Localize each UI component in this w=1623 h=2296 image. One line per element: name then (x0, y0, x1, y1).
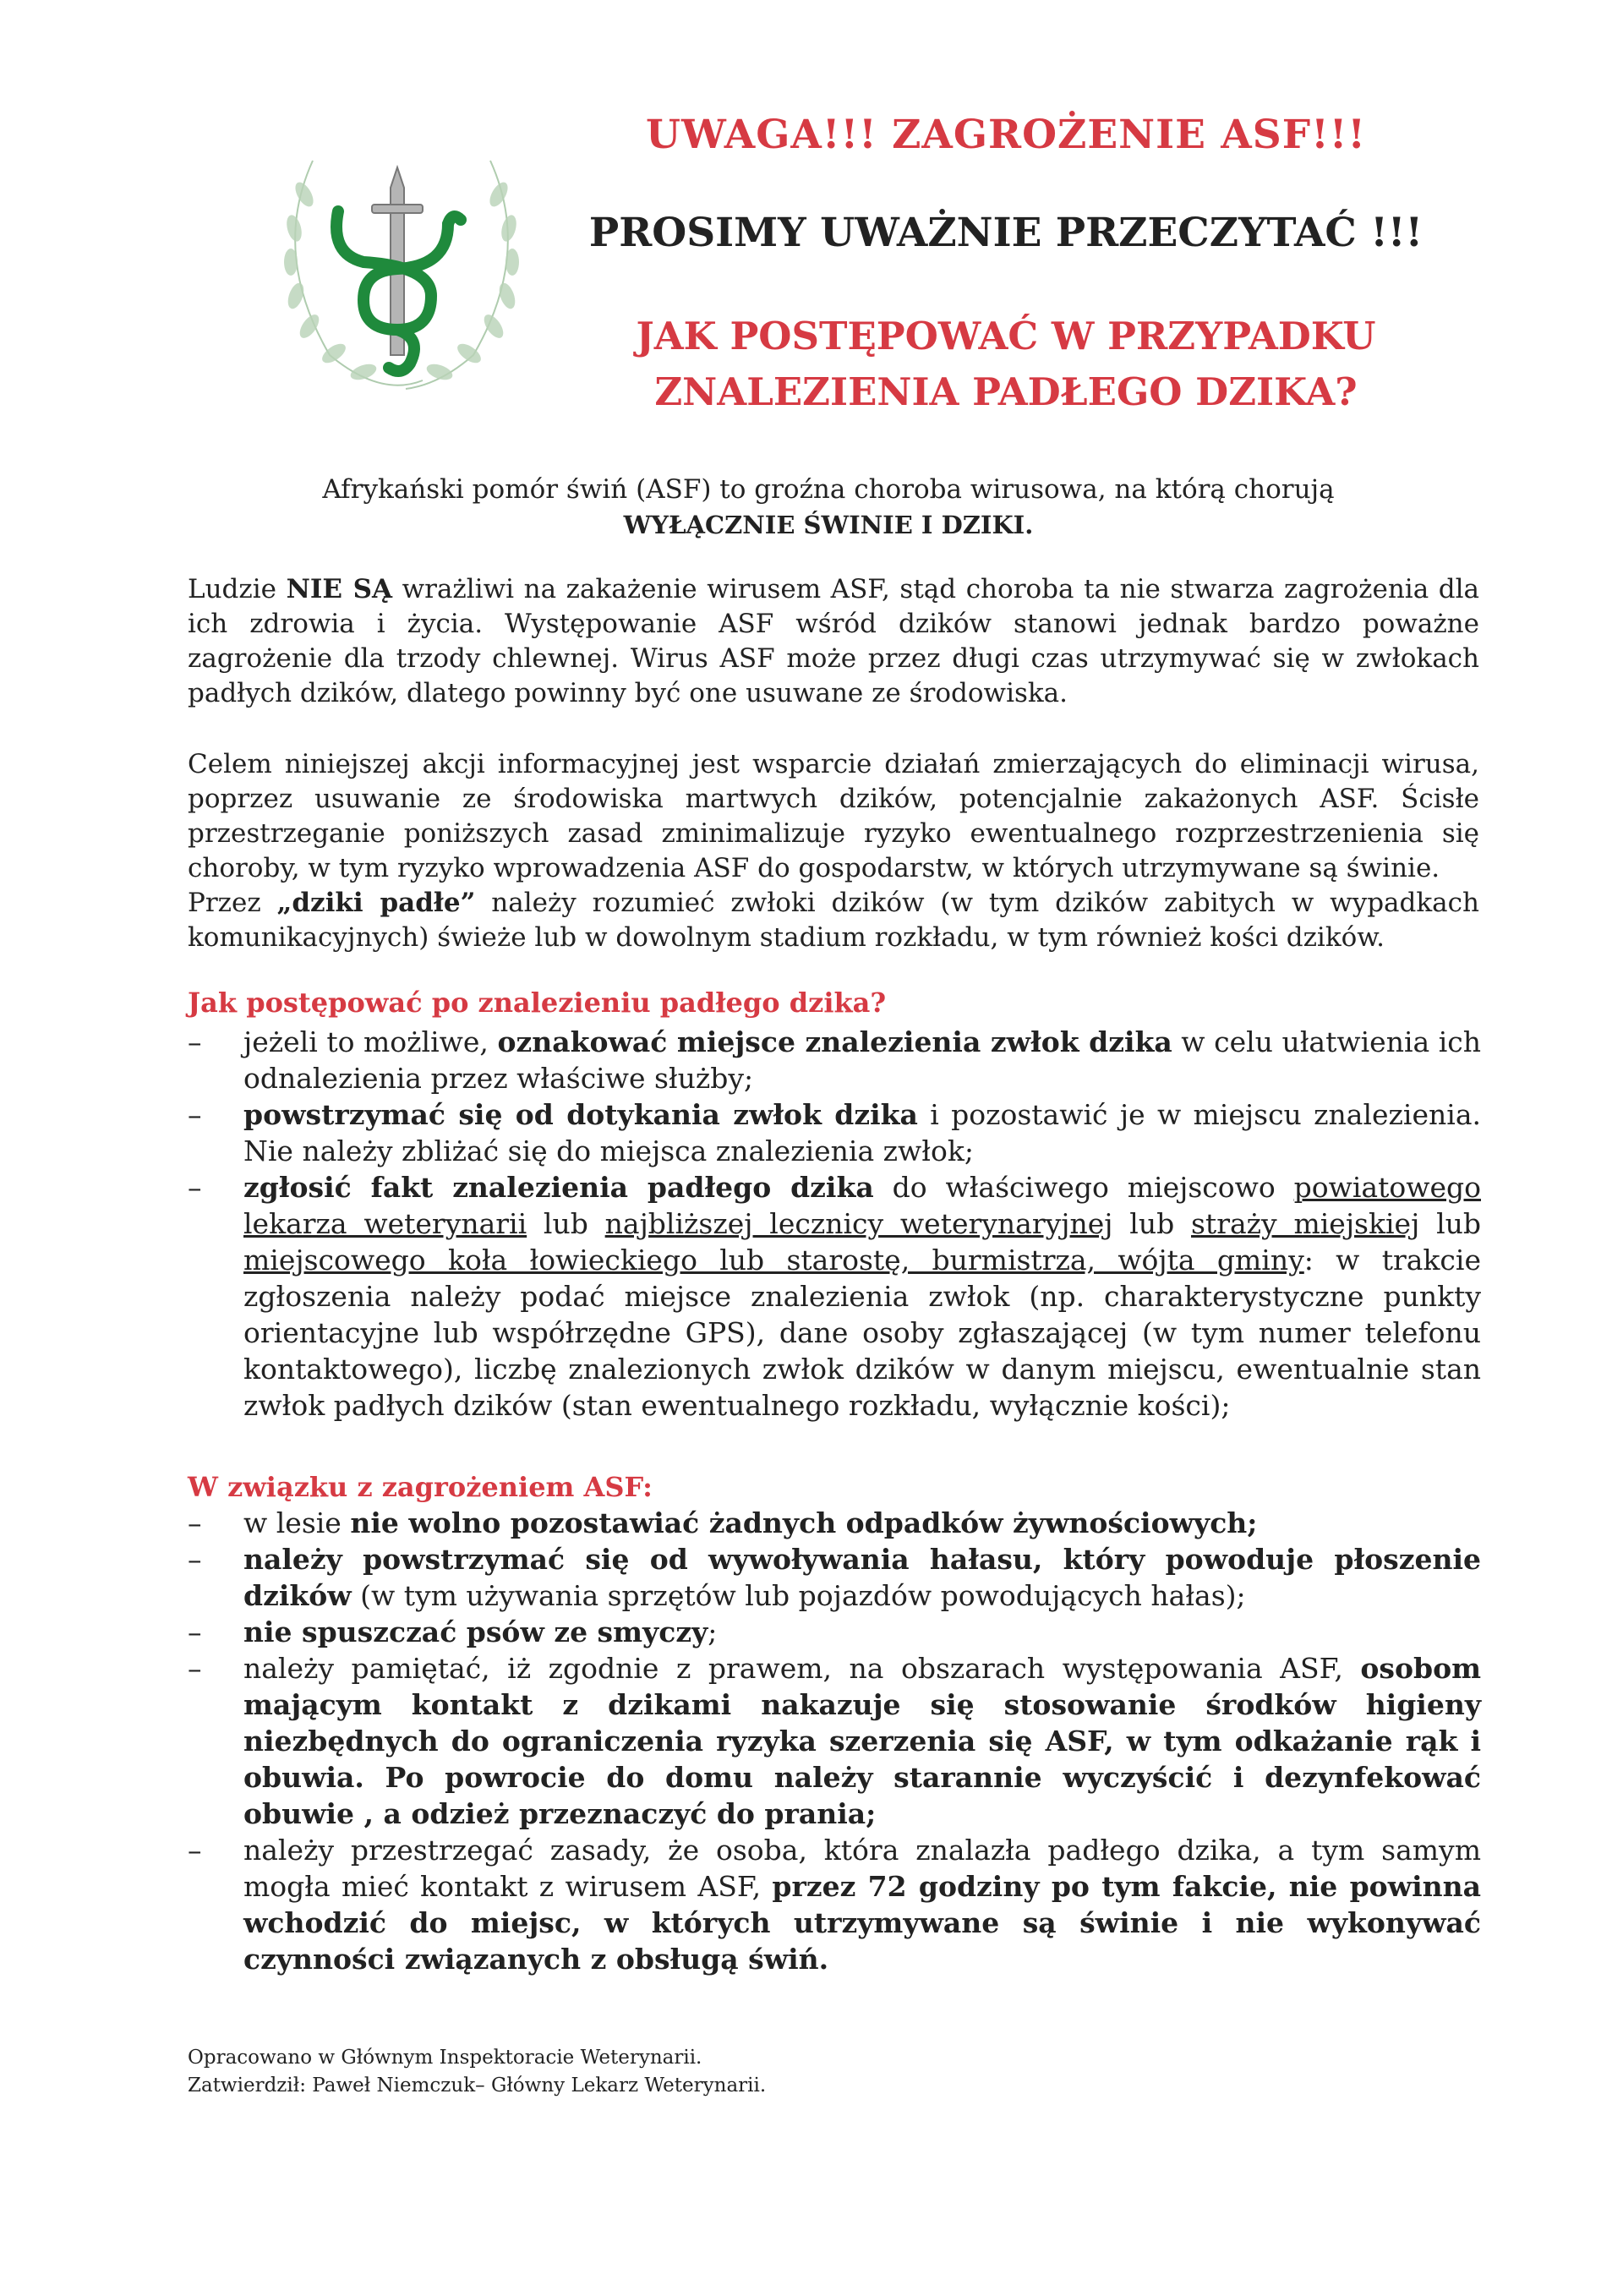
paragraph-humans (188, 572, 1479, 711)
dash-bullet: – (188, 1615, 202, 1648)
bold-span: zgłosić fakt znalezienia padłego dzika (243, 1171, 874, 1204)
underlined-span: straży miejskiej (1191, 1207, 1420, 1240)
dash-bullet: – (188, 1834, 202, 1867)
text-span: ; (708, 1615, 718, 1648)
bold-span: „dziki padłe” (276, 888, 476, 918)
text-span: Przez (188, 888, 277, 918)
text-span: w celu ułatwienia ich odnalezienia przez właściwe służby; (243, 1025, 1482, 1095)
intro-paragraph (186, 472, 1471, 543)
text-span: (w tym używania sprzętów lub pojazdów powodujących hałas); (351, 1579, 1246, 1612)
list-item (188, 1614, 1481, 1650)
text-span: lub (527, 1207, 605, 1240)
text-span: lub (1419, 1207, 1482, 1240)
footer (188, 2044, 766, 2100)
section-heading-procedure: Jak postępować po znalezieniu padłego dzika? (188, 987, 887, 1019)
underlined-span: miejscowego koła łowieckiego lub starostę, burmistrza, wójta gminy (243, 1244, 1304, 1276)
bold-span: NIE SĄ (286, 574, 393, 604)
underlined-span: powiatowego lekarza weterynarii (243, 1171, 1481, 1240)
underlined-span: najbliższej lecznicy weterynaryjnej (604, 1207, 1113, 1240)
bold-span: należy powstrzymać się od wywoływania hałasu, który powoduje płoszenie dzików (243, 1543, 1481, 1612)
please-read-title: PROSIMY UWAŻNIE PRZECZYTAĆ !!! (588, 210, 1424, 256)
text-span: jeżeli to możliwe, (243, 1025, 498, 1058)
text-span: : w trakcie zgłoszenia należy podać miejsce znalezienia zwłok (np. charakterystyczne punkty orientacyjne lub współrzędne GPS), dane osoby zgłaszającej (w tym numer telefonu kontaktowego), liczbę znalezionych zwłok dzików w danym miejscu, ewentualnie stan zwłok padłych dzików (stan ewentualnego rozkładu, wyłącznie kości); (243, 1244, 1481, 1422)
bold-span: oznakować miejsce znalezienia zwłok dzika (497, 1025, 1172, 1058)
bold-span: powstrzymać się od dotykania zwłok dzika (243, 1098, 918, 1131)
dash-bullet: – (188, 1652, 202, 1685)
intro-bold: WYŁĄCZNIE ŚWINIE I DZIKI. (623, 511, 1034, 539)
alert-title: UWAGA!!! ZAGROŻENIE ASF!!! (646, 112, 1366, 158)
list-item (188, 1650, 1481, 1832)
list-item (188, 1832, 1481, 1977)
list-item (188, 1505, 1481, 1541)
text-span: Celem niniejszej akcji informacyjnej jest wsparcie działań zmierzających do eliminacji wirusa, poprzez usuwanie ze środowiska martwych dzików, potencjalnie zakażonych ASF. Ścisłe przestrzeganie poniższych zasad zminimalizuje ryzyko ewentualnego rozprzestrzenienia się choroby, w tym ryzyko wprowadzenia ASF do gospodarstw, w których utrzymywane są świnie. (188, 749, 1479, 883)
text-span: do właściwego miejscowo (873, 1171, 1294, 1204)
bold-span: przez 72 godziny po tym fakcie, nie powinna wchodzić do miejsc, w których utrzymywane są świnie i nie wykonywać czynności związanych z obsługą świń. (243, 1870, 1482, 1976)
asf-rules-list (188, 1505, 1481, 1977)
dash-bullet: – (188, 1098, 202, 1131)
list-item (188, 1096, 1481, 1169)
procedure-list (188, 1024, 1481, 1424)
text-span: lub (1112, 1207, 1191, 1240)
intro-text: Afrykański pomór świń (ASF) to groźna choroba wirusowa, na którą chorują (322, 474, 1335, 505)
question-line-1: JAK POSTĘPOWAĆ W PRZYPADKU (636, 314, 1376, 358)
footer-approved-by: Zatwierdził: Paweł Niemczuk– Główny Lekarz Weterynarii. (188, 2075, 767, 2096)
dash-bullet: – (188, 1025, 202, 1058)
section-heading-asf-threat: W związku z zagrożeniem ASF: (188, 1471, 653, 1503)
question-line-2: ZNALEZIENIA PADŁEGO DZIKA? (654, 369, 1358, 414)
dash-bullet: – (188, 1543, 202, 1576)
bold-span: nie wolno pozostawiać żadnych odpadków żywnościowych; (350, 1506, 1258, 1539)
paragraph-purpose (188, 747, 1479, 955)
list-item (188, 1169, 1481, 1424)
bold-span: nie spuszczać psów ze smyczy (243, 1615, 708, 1648)
list-item (188, 1541, 1481, 1614)
text-span: należy pamiętać, iż zgodnie z prawem, na obszarach występowania ASF, (243, 1652, 1361, 1685)
caduceus-laurel-icon (254, 127, 541, 406)
text-span: należy rozumieć zwłoki dzików (w tym dzików zabitych w wypadkach komunikacyjnych) świeże lub w dowolnym stadium rozkładu, w tym również kości dzików. (188, 888, 1479, 953)
text-span: i pozostawić je w miejscu znalezienia. Nie należy zbliżać się do miejsca znalezienia zwłok; (243, 1098, 1481, 1167)
text-span: w lesie (243, 1506, 351, 1539)
dash-bullet: – (188, 1171, 202, 1204)
text-span: wrażliwi na zakażenie wirusem ASF, stąd choroba ta nie stwarza zagrożenia dla ich zdrowia i życia. Występowanie ASF wśród dzików stanowi jednak bardzo poważne zagrożenie dla trzody chlewnej. Wirus ASF może przez długi czas utrzymywać się w zwłokach padłych dzików, dlatego powinny być one usuwane ze środowiska. (188, 574, 1480, 708)
bold-span: osobom mającym kontakt z dzikami nakazuje się stosowanie środków higieny niezbędnych do ograniczenia ryzyka szerzenia się ASF, w tym odkażanie rąk i obuwia. Po powrocie do domu należy starannie wyczyścić i dezynfekować obuwie , a odzież przeznaczyć do prania; (243, 1652, 1481, 1830)
question-title (541, 309, 1471, 420)
text-span: Ludzie (188, 574, 287, 604)
list-item (188, 1024, 1481, 1096)
footer-prepared-by: Opracowano w Głównym Inspektoracie Weterynarii. (188, 2047, 702, 2069)
dash-bullet: – (188, 1506, 202, 1539)
text-span: należy przestrzegać zasady, że osoba, która znalazła padłego dzika, a tym samym mogła mieć kontakt z wirusem ASF, (243, 1834, 1481, 1903)
